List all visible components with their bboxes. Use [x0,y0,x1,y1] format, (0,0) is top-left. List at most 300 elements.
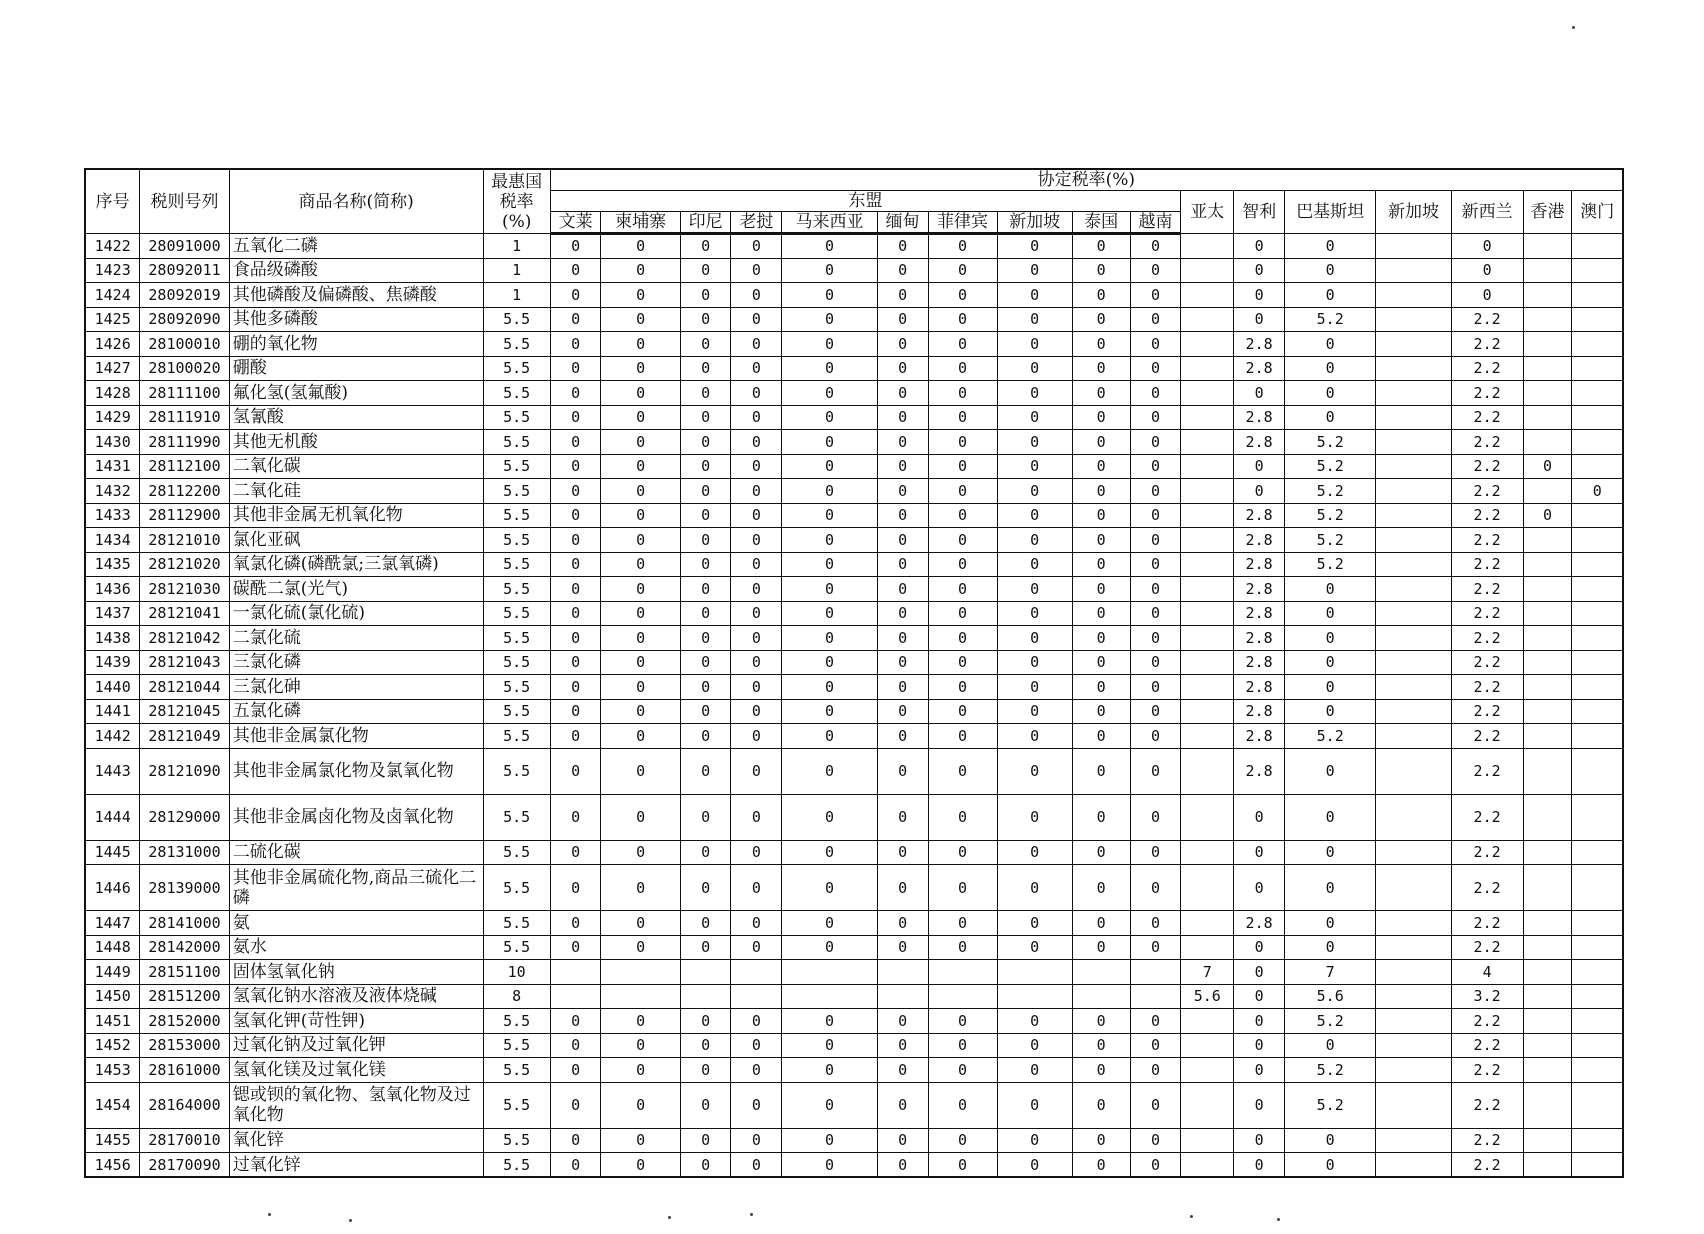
cell-asean-rate: 0 [928,405,997,430]
cell-chile: 2.8 [1234,552,1285,577]
cell-asean-rate: 0 [550,935,601,960]
cell-asean-rate: 0 [680,381,731,406]
table-row [85,1009,1623,1034]
cell-hong-kong [1523,430,1572,455]
cell-asean-rate: 0 [928,699,997,724]
cell-code: 28139000 [140,865,229,911]
cell-seq: 1442 [85,724,140,749]
cell-pakistan: 0 [1284,675,1375,700]
cell-asean-rate: 0 [731,381,782,406]
table-row [85,307,1623,332]
cell-seq: 1436 [85,577,140,602]
cell-singapore [1376,454,1451,479]
cell-asean-rate: 0 [601,577,680,602]
cell-asean-rate: 0 [601,840,680,865]
cell-asean-rate: 0 [731,699,782,724]
cell-singapore [1376,1058,1451,1083]
cell-asean-rate: 0 [731,1058,782,1083]
cell-asean-rate: 0 [1130,840,1181,865]
cell-asean-rate: 0 [928,552,997,577]
cell-mfn: 5.5 [483,356,550,381]
cell-macao [1572,356,1623,381]
cell-asean-rate: 0 [877,552,928,577]
cell-asean-rate: 0 [601,552,680,577]
cell-asean-rate: 0 [1130,650,1181,675]
cell-macao [1572,234,1623,259]
scan-speck [1190,1215,1193,1218]
cell-code: 28121044 [140,675,229,700]
cell-code: 28121045 [140,699,229,724]
cell-hong-kong [1523,1082,1572,1128]
cell-chile: 0 [1234,307,1285,332]
cell-macao [1572,935,1623,960]
cell-asean-rate: 0 [731,307,782,332]
cell-asean-rate: 0 [550,577,601,602]
cell-new-zealand: 2.2 [1451,405,1523,430]
cell-new-zealand: 2.2 [1451,650,1523,675]
cell-chile: 0 [1234,381,1285,406]
cell-asean-rate: 0 [877,840,928,865]
header-chile: 智利 [1234,191,1285,234]
cell-pakistan: 0 [1284,577,1375,602]
table-row [85,430,1623,455]
cell-asean-rate: 0 [550,675,601,700]
table-row [85,332,1623,357]
cell-asean-rate: 0 [782,935,877,960]
cell-asean-rate: 0 [997,528,1072,553]
cell-asean-rate: 0 [928,430,997,455]
cell-new-zealand: 2.2 [1451,626,1523,651]
cell-seq: 1441 [85,699,140,724]
cell-asean-rate: 0 [782,748,877,794]
cell-asean-rate: 0 [550,283,601,308]
cell-asean-rate [680,960,731,985]
cell-new-zealand: 2.2 [1451,1153,1523,1178]
cell-apta [1181,454,1234,479]
header-asean: 东盟 [550,191,1181,212]
cell-asean-rate: 0 [550,840,601,865]
cell-asean-rate: 0 [550,1128,601,1153]
cell-asean-rate: 0 [928,626,997,651]
cell-asean-rate: 0 [877,405,928,430]
cell-asean-rate: 0 [928,332,997,357]
cell-macao [1572,1033,1623,1058]
cell-asean-rate: 0 [601,332,680,357]
cell-new-zealand: 0 [1451,234,1523,259]
cell-asean-rate: 0 [1072,601,1130,626]
cell-code: 28111990 [140,430,229,455]
cell-singapore [1376,748,1451,794]
cell-asean-rate: 0 [1072,865,1130,911]
cell-asean-rate: 0 [731,724,782,749]
cell-asean-rate: 0 [877,1153,928,1178]
cell-name: 三氯化磷 [229,650,483,675]
cell-asean-rate: 0 [1130,528,1181,553]
cell-asean-rate: 0 [997,405,1072,430]
cell-new-zealand: 2.2 [1451,454,1523,479]
cell-code: 28161000 [140,1058,229,1083]
cell-asean-rate: 0 [731,1082,782,1128]
cell-asean-rate: 0 [1130,307,1181,332]
cell-name: 其他多磷酸 [229,307,483,332]
cell-asean-rate: 0 [1072,748,1130,794]
cell-asean-rate: 0 [680,283,731,308]
table-row [85,577,1623,602]
cell-asean-rate: 0 [1130,1153,1181,1178]
cell-apta [1181,865,1234,911]
cell-asean-rate: 0 [550,1009,601,1034]
cell-hong-kong [1523,381,1572,406]
cell-asean-rate: 0 [680,724,731,749]
cell-asean-rate: 0 [731,840,782,865]
cell-new-zealand: 0 [1451,283,1523,308]
cell-new-zealand: 2.2 [1451,675,1523,700]
cell-asean-rate: 0 [1130,577,1181,602]
cell-asean-rate [550,984,601,1009]
cell-asean-rate: 0 [550,503,601,528]
cell-asean-rate: 0 [1072,1082,1130,1128]
cell-hong-kong [1523,552,1572,577]
cell-name: 二氧化硅 [229,479,483,504]
cell-asean-rate: 0 [1072,675,1130,700]
cell-asean-rate: 0 [997,577,1072,602]
cell-apta [1181,1033,1234,1058]
cell-asean-rate: 0 [550,430,601,455]
cell-macao [1572,911,1623,936]
cell-pakistan: 5.2 [1284,1009,1375,1034]
cell-singapore [1376,528,1451,553]
cell-asean-rate: 0 [601,234,680,259]
cell-asean-rate: 0 [928,1128,997,1153]
cell-asean-rate: 0 [601,601,680,626]
cell-asean-rate: 0 [731,1153,782,1178]
cell-new-zealand: 2.2 [1451,724,1523,749]
table-row [85,1082,1623,1128]
table-row [85,748,1623,794]
cell-hong-kong [1523,283,1572,308]
cell-asean-rate: 0 [997,332,1072,357]
table-row [85,528,1623,553]
cell-chile: 0 [1234,1153,1285,1178]
cell-asean-rate: 0 [550,1058,601,1083]
cell-mfn: 5.5 [483,1009,550,1034]
cell-chile: 0 [1234,794,1285,840]
cell-asean-rate: 0 [877,381,928,406]
cell-singapore [1376,794,1451,840]
cell-chile: 0 [1234,1009,1285,1034]
cell-asean-rate: 0 [1072,1128,1130,1153]
cell-apta [1181,748,1234,794]
cell-asean-rate: 0 [782,1128,877,1153]
cell-name: 五氧化二磷 [229,234,483,259]
cell-singapore [1376,650,1451,675]
cell-asean-rate: 0 [680,577,731,602]
cell-code: 28121010 [140,528,229,553]
cell-asean-rate: 0 [680,258,731,283]
cell-asean-rate: 0 [997,911,1072,936]
cell-asean-rate: 0 [877,258,928,283]
cell-seq: 1452 [85,1033,140,1058]
cell-asean-rate: 0 [1072,1058,1130,1083]
cell-mfn: 5.5 [483,503,550,528]
cell-seq: 1451 [85,1009,140,1034]
cell-asean-rate [731,960,782,985]
cell-asean-rate: 0 [601,479,680,504]
header-agreement: 协定税率(%) [550,169,1623,191]
cell-asean-rate: 0 [731,911,782,936]
cell-hong-kong: 0 [1523,454,1572,479]
cell-asean-rate: 0 [1130,794,1181,840]
cell-asean-rate: 0 [550,626,601,651]
cell-asean-rate: 0 [928,865,997,911]
table-row [85,552,1623,577]
cell-asean-rate: 0 [928,935,997,960]
cell-asean-rate: 0 [550,748,601,794]
cell-asean-rate: 0 [877,675,928,700]
cell-new-zealand: 2.2 [1451,1082,1523,1128]
cell-asean-rate: 0 [1130,405,1181,430]
table-row [85,283,1623,308]
cell-seq: 1434 [85,528,140,553]
cell-pakistan: 5.2 [1284,479,1375,504]
header-asean-member: 柬埔寨 [601,212,680,234]
cell-asean-rate: 0 [1130,1128,1181,1153]
cell-hong-kong [1523,479,1572,504]
cell-chile: 2.8 [1234,675,1285,700]
cell-macao [1572,1128,1623,1153]
cell-code: 28151100 [140,960,229,985]
cell-apta [1181,1009,1234,1034]
cell-new-zealand: 0 [1451,258,1523,283]
cell-asean-rate: 0 [997,724,1072,749]
cell-code: 28121041 [140,601,229,626]
cell-asean-rate: 0 [1130,430,1181,455]
cell-asean-rate: 0 [782,1082,877,1128]
cell-apta [1181,577,1234,602]
cell-chile: 0 [1234,1033,1285,1058]
cell-seq: 1444 [85,794,140,840]
cell-macao [1572,1082,1623,1128]
cell-mfn: 5.5 [483,552,550,577]
cell-asean-rate: 0 [782,911,877,936]
cell-apta [1181,650,1234,675]
cell-asean-rate: 0 [782,865,877,911]
cell-asean-rate: 0 [731,1128,782,1153]
cell-asean-rate: 0 [1130,865,1181,911]
cell-apta [1181,794,1234,840]
cell-asean-rate: 0 [1072,430,1130,455]
cell-singapore [1376,234,1451,259]
cell-mfn: 5.5 [483,699,550,724]
cell-hong-kong [1523,840,1572,865]
cell-pakistan: 0 [1284,601,1375,626]
table-row [85,1058,1623,1083]
cell-asean-rate: 0 [1072,479,1130,504]
cell-pakistan: 5.2 [1284,552,1375,577]
cell-asean-rate: 0 [1130,724,1181,749]
cell-asean-rate: 0 [782,307,877,332]
cell-asean-rate: 0 [731,283,782,308]
cell-asean-rate [928,984,997,1009]
cell-code: 28112900 [140,503,229,528]
scan-speck [1277,1218,1280,1221]
cell-asean-rate: 0 [1072,381,1130,406]
cell-name: 氢氰酸 [229,405,483,430]
cell-macao [1572,675,1623,700]
cell-hong-kong [1523,984,1572,1009]
cell-new-zealand: 2.2 [1451,307,1523,332]
cell-asean-rate: 0 [928,307,997,332]
cell-name: 一氯化硫(氯化硫) [229,601,483,626]
cell-apta [1181,528,1234,553]
cell-pakistan: 5.2 [1284,430,1375,455]
cell-chile: 0 [1234,960,1285,985]
cell-pakistan: 0 [1284,283,1375,308]
cell-asean-rate: 0 [997,601,1072,626]
cell-mfn: 1 [483,234,550,259]
cell-asean-rate: 0 [877,601,928,626]
cell-code: 28153000 [140,1033,229,1058]
cell-mfn: 1 [483,258,550,283]
cell-seq: 1423 [85,258,140,283]
cell-pakistan: 5.2 [1284,724,1375,749]
cell-apta [1181,430,1234,455]
cell-pakistan: 0 [1284,935,1375,960]
table-row [85,675,1623,700]
cell-asean-rate: 0 [997,748,1072,794]
cell-hong-kong [1523,405,1572,430]
cell-code: 28100010 [140,332,229,357]
cell-pakistan: 7 [1284,960,1375,985]
cell-seq: 1426 [85,332,140,357]
cell-asean-rate: 0 [928,381,997,406]
cell-singapore [1376,1009,1451,1034]
cell-code: 28141000 [140,911,229,936]
cell-macao [1572,626,1623,651]
cell-chile: 2.8 [1234,405,1285,430]
cell-asean-rate: 0 [1130,935,1181,960]
cell-code: 28121042 [140,626,229,651]
cell-asean-rate: 0 [997,794,1072,840]
cell-code: 28170010 [140,1128,229,1153]
cell-name: 氨水 [229,935,483,960]
cell-asean-rate: 0 [601,356,680,381]
cell-macao [1572,960,1623,985]
cell-apta [1181,405,1234,430]
cell-asean-rate: 0 [550,794,601,840]
cell-asean-rate: 0 [601,307,680,332]
cell-hong-kong [1523,356,1572,381]
cell-asean-rate: 0 [997,552,1072,577]
cell-asean-rate: 0 [782,258,877,283]
cell-asean-rate: 0 [731,577,782,602]
cell-asean-rate: 0 [782,356,877,381]
cell-singapore [1376,283,1451,308]
cell-new-zealand: 2.2 [1451,552,1523,577]
cell-asean-rate: 0 [1072,307,1130,332]
cell-hong-kong [1523,1058,1572,1083]
scan-speck [349,1219,352,1222]
cell-name: 其他磷酸及偏磷酸、焦磷酸 [229,283,483,308]
cell-singapore [1376,601,1451,626]
cell-singapore [1376,935,1451,960]
cell-singapore [1376,960,1451,985]
cell-asean-rate: 0 [782,1153,877,1178]
cell-name: 氧氯化磷(磷酰氯;三氯氧磷) [229,552,483,577]
cell-new-zealand: 2.2 [1451,1033,1523,1058]
tariff-table [84,168,1624,1178]
cell-apta [1181,675,1234,700]
cell-chile: 0 [1234,1082,1285,1128]
cell-chile: 2.8 [1234,699,1285,724]
cell-singapore [1376,984,1451,1009]
cell-asean-rate: 0 [680,332,731,357]
cell-seq: 1427 [85,356,140,381]
cell-code: 28111910 [140,405,229,430]
table-row [85,479,1623,504]
table-row [85,258,1623,283]
cell-code: 28112100 [140,454,229,479]
table-row [85,840,1623,865]
header-asean-member: 泰国 [1072,212,1130,234]
cell-asean-rate [731,984,782,1009]
cell-code: 28121090 [140,748,229,794]
cell-asean-rate: 0 [877,699,928,724]
cell-name: 固体氢氧化钠 [229,960,483,985]
scan-speck [668,1216,671,1219]
cell-asean-rate: 0 [680,1033,731,1058]
cell-macao [1572,503,1623,528]
cell-seq: 1432 [85,479,140,504]
cell-asean-rate [1130,960,1181,985]
cell-name: 氨 [229,911,483,936]
cell-asean-rate [877,960,928,985]
cell-asean-rate: 0 [550,307,601,332]
header-code: 税则号列 [140,169,229,234]
cell-pakistan: 0 [1284,1128,1375,1153]
cell-asean-rate: 0 [928,724,997,749]
table-row [85,601,1623,626]
header-asean-member: 菲律宾 [928,212,997,234]
cell-new-zealand: 2.2 [1451,1058,1523,1083]
cell-singapore [1376,675,1451,700]
cell-apta [1181,601,1234,626]
cell-asean-rate: 0 [997,356,1072,381]
cell-code: 28111100 [140,381,229,406]
cell-pakistan: 0 [1284,865,1375,911]
header-asean-member: 文莱 [550,212,601,234]
cell-hong-kong [1523,1128,1572,1153]
cell-asean-rate: 0 [601,865,680,911]
cell-asean-rate: 0 [550,724,601,749]
cell-mfn: 5.5 [483,748,550,794]
cell-mfn: 5.5 [483,307,550,332]
cell-asean-rate: 0 [601,381,680,406]
cell-asean-rate: 0 [1072,503,1130,528]
cell-asean-rate: 0 [782,840,877,865]
header-pakistan: 巴基斯坦 [1284,191,1375,234]
cell-seq: 1439 [85,650,140,675]
cell-name: 碳酰二氯(光气) [229,577,483,602]
cell-hong-kong [1523,307,1572,332]
cell-apta [1181,307,1234,332]
table-row [85,234,1623,259]
cell-apta [1181,840,1234,865]
cell-asean-rate: 0 [997,479,1072,504]
table-row [85,724,1623,749]
cell-asean-rate: 0 [680,865,731,911]
cell-pakistan: 0 [1284,258,1375,283]
